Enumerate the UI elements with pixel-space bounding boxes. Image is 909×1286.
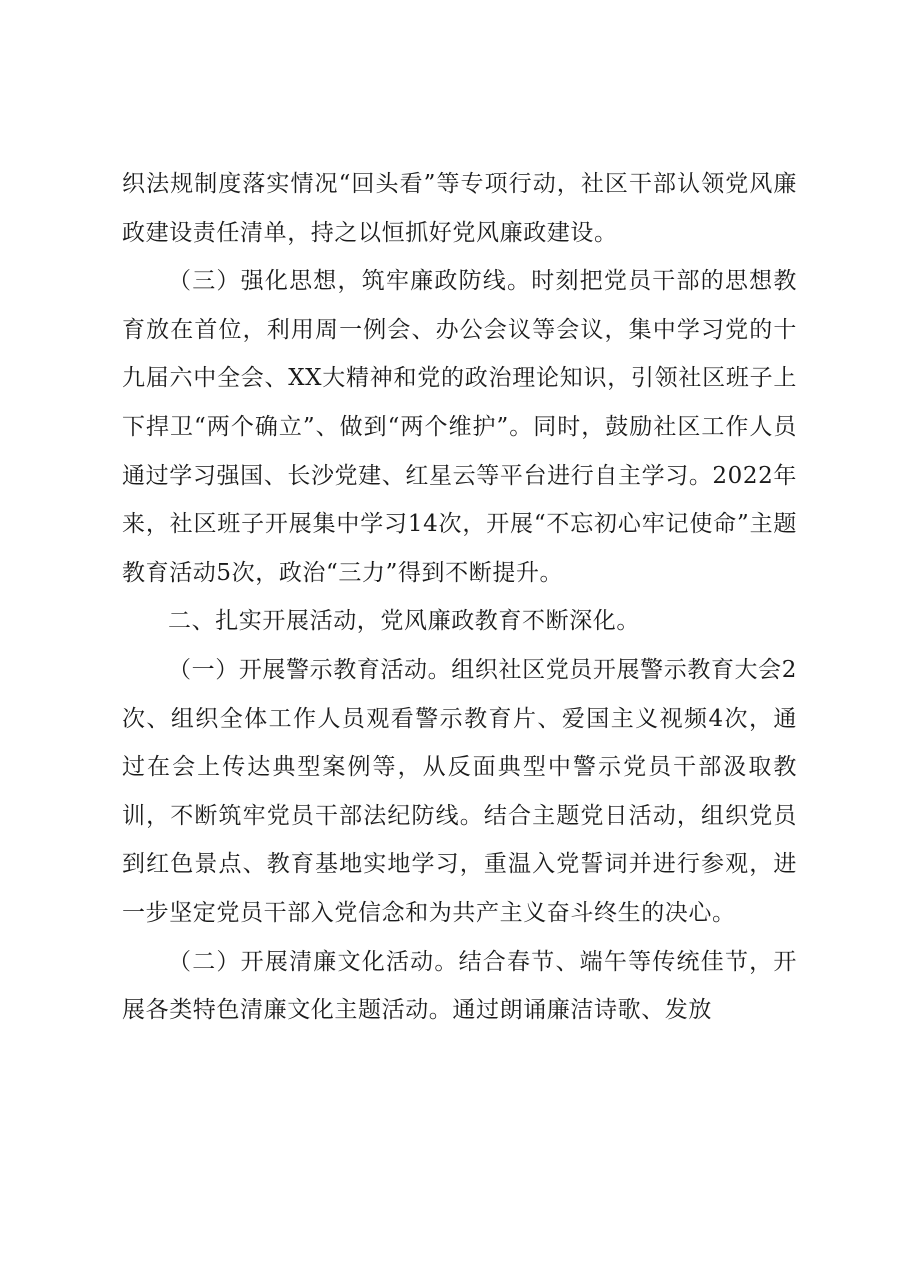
section-heading-two: 二、扎实开展活动，党风廉政教育不断深化。 — [168, 608, 640, 635]
paragraph-subsection-two: （二）开展清廉文化活动。结合春节、端午等传统佳节，开展各类特色清廉文化主题活动。通过朗诵廉洁诗歌、发放 — [122, 948, 797, 1024]
paragraph-continued: 织法规制度落实情况“回头看”等专项行动，社区干部认领党风廉政建设责任清单，持之以恒抓好党风廉政建设。 — [122, 171, 797, 246]
paragraph-subsection-one: （一）开展警示教育活动。组织社区党员开展警示教育大会2次、组织全体工作人员观看警示教育片、爱国主义视频4次，通过在会上传达典型案例等，从反面典型中警示党员干部汲取教训，不断筑牢党员干部法纪防线。结合主题党日活动，组织党员到红色景点、教育基地实地学习，重温入党誓词并进行参观，进一步坚定党员干部入党信念和为共产主义奋斗终生的决心。 — [122, 656, 797, 926]
document-body — [122, 160, 797, 1035]
paragraph-section-three: （三）强化思想，筑牢廉政防线。时刻把党员干部的思想教育放在首位，利用周一例会、办公会议等会议，集中学习党的十九届六中全会、XX大精神和党的政治理论知识，引领社区班子上下捍卫“两个确立”、做到“两个维护”。同时，鼓励社区工作人员通过学习强国、长沙党建、红星云等平台进行自主学习。2022年来，社区班子开展集中学习14次，开展“不忘初心牢记使命”主题教育活动5次，政治“三力”得到不断提升。 — [122, 268, 797, 586]
